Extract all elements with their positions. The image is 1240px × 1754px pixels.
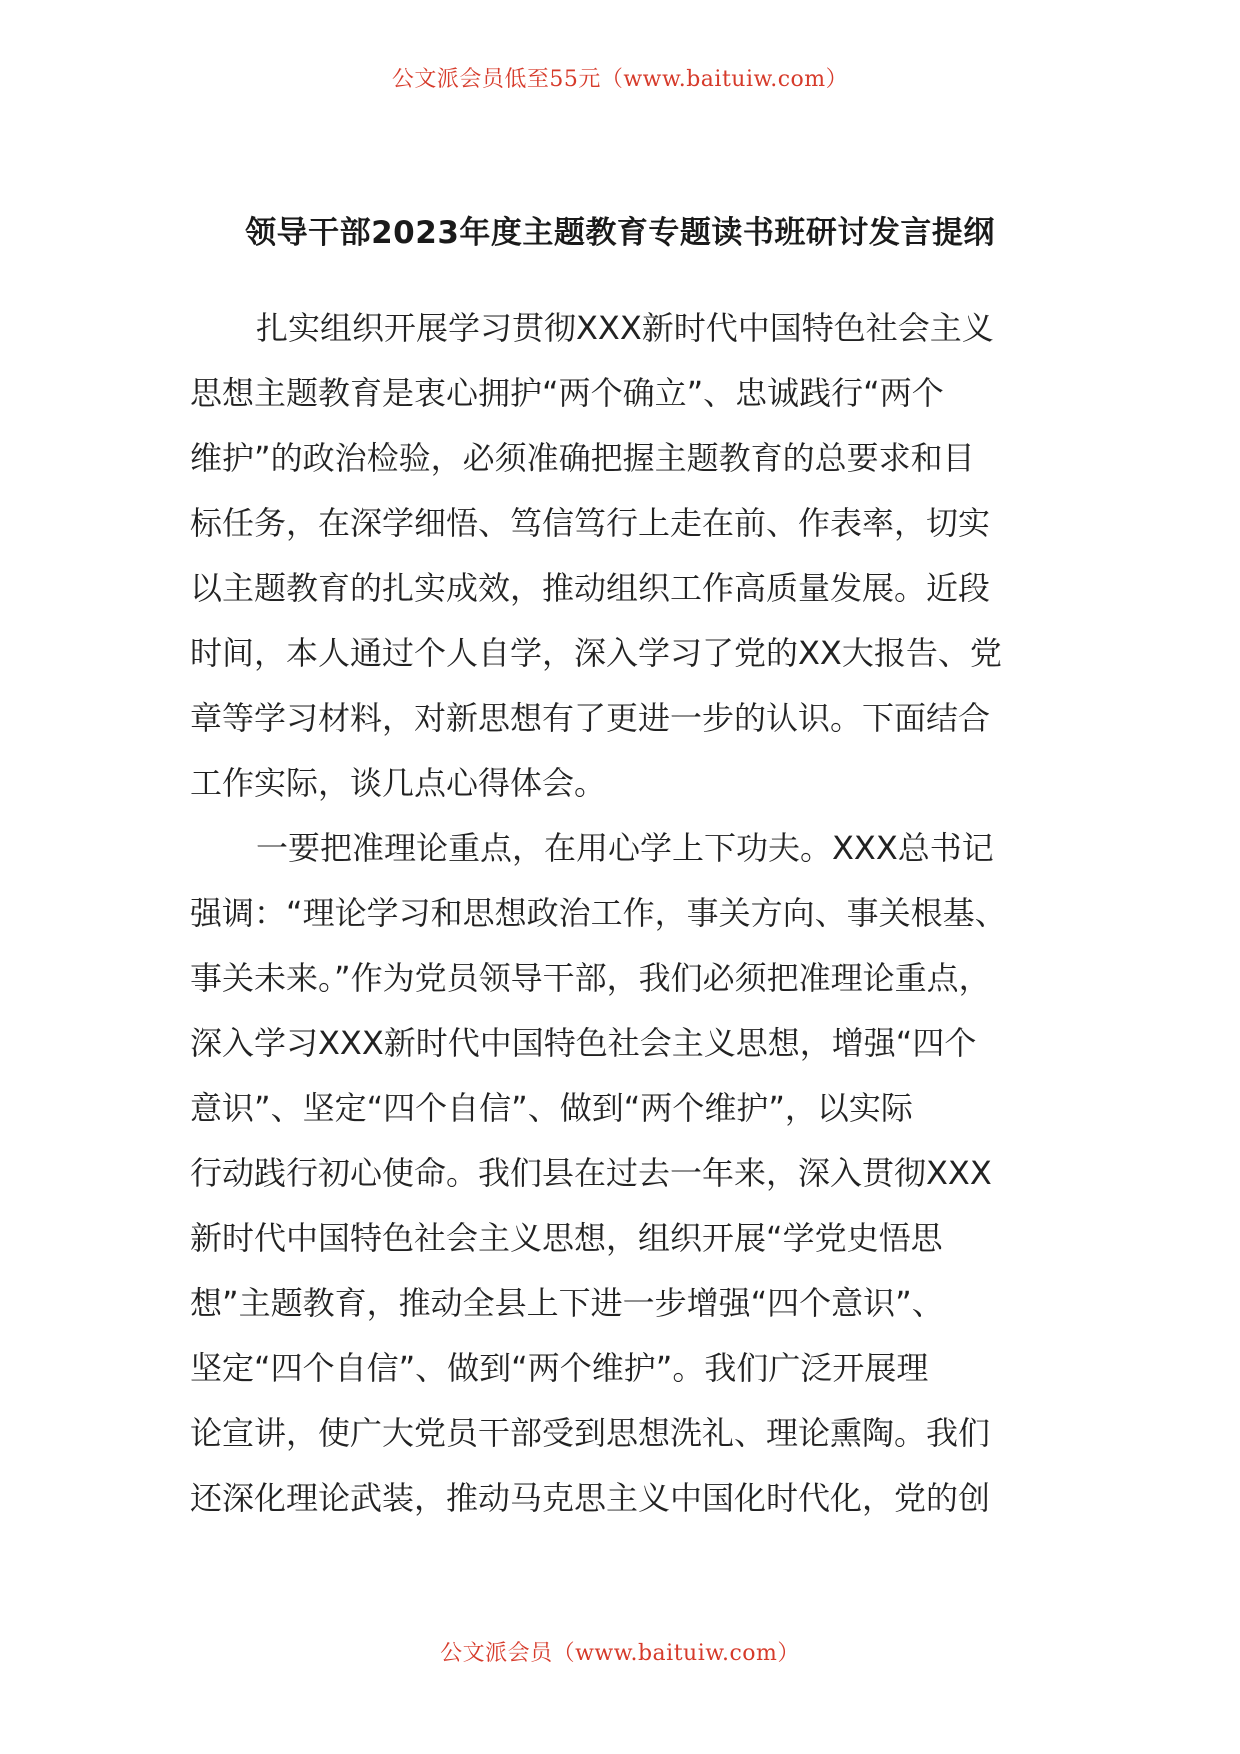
paragraph-2-line-5: 意识”、坚定“四个自信”、做到“两个维护”，以实际	[190, 1089, 913, 1127]
paragraph-2-line-11: 还深化理论武装，推动马克思主义中国化时代化，党的创	[190, 1479, 991, 1517]
document-title: 领导干部2023年度主题教育专题读书班研讨发言提纲	[245, 215, 995, 251]
footer-watermark-link[interactable]: 公文派会员（www.baituiw.com）	[440, 1641, 800, 1666]
paragraph-1-line-3: 维护”的政治检验，必须准确把握主题教育的总要求和目	[190, 439, 975, 477]
paragraph-2-line-3: 事关未来。”作为党员领导干部，我们必须把准理论重点，	[190, 959, 991, 997]
paragraph-2-line-9: 坚定“四个自信”、做到“两个维护”。我们广泛开展理	[190, 1349, 929, 1387]
paragraph-1-line-6: 时间，本人通过个人自学，深入学习了党的XX大报告、党	[190, 634, 1002, 672]
paragraph-1-line-8: 工作实际，谈几点心得体会。	[190, 764, 607, 802]
paragraph-2-line-7: 新时代中国特色社会主义思想，组织开展“学党史悟思	[190, 1219, 943, 1257]
paragraph-1-line-5: 以主题教育的扎实成效，推动组织工作高质量发展。近段	[190, 569, 991, 607]
header-watermark-link[interactable]: 公文派会员低至55元（www.baituiw.com）	[391, 67, 849, 92]
paragraph-2-line-2: 强调：“理论学习和思想政治工作，事关方向、事关根基、	[190, 894, 1007, 932]
paragraph-1-line-2: 思想主题教育是衷心拥护“两个确立”、忠诚践行“两个	[190, 374, 944, 412]
document-body	[190, 296, 1070, 1531]
paragraph-1-line-1: 扎实组织开展学习贯彻XXX新时代中国特色社会主义	[256, 309, 994, 347]
paragraph-1-line-4: 标任务，在深学细悟、笃信笃行上走在前、作表率，切实	[190, 504, 991, 542]
paragraph-2-line-10: 论宣讲，使广大党员干部受到思想洗礼、理论熏陶。我们	[190, 1414, 991, 1452]
paragraph-1-line-7: 章等学习材料，对新思想有了更进一步的认识。下面结合	[190, 699, 991, 737]
paragraph-2-line-6: 行动践行初心使命。我们县在过去一年来，深入贯彻XXX	[190, 1154, 992, 1192]
paragraph-2-line-1: 一要把准理论重点，在用心学上下功夫。XXX总书记	[256, 829, 994, 867]
paragraph-2-line-8: 想”主题教育，推动全县上下进一步增强“四个意识”、	[190, 1284, 944, 1322]
paragraph-2-line-4: 深入学习XXX新时代中国特色社会主义思想，增强“四个	[190, 1024, 977, 1062]
